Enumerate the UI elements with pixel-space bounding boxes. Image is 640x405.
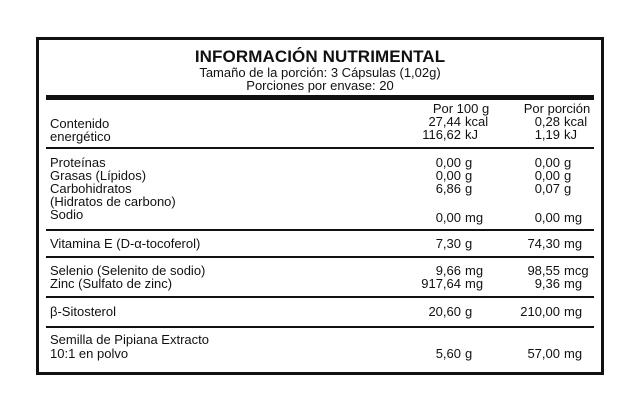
- energy-label-line1: Contenido: [50, 116, 110, 131]
- energy-kj-per-portion: 1,19: [534, 127, 560, 142]
- macro-label-sodium: Sodio: [50, 207, 84, 222]
- fat-per-100g: 0,00: [435, 168, 461, 183]
- selenium-per-portion: 98,55: [527, 263, 560, 278]
- fat-per-portion: 0,00: [534, 168, 560, 183]
- fat-unit-100g: g: [465, 168, 473, 183]
- macro-label-fat: Grasas (Lípidos): [50, 168, 147, 183]
- selenium-label: Selenio (Selenito de sodio): [50, 263, 206, 278]
- pipiana-label-line2: 10:1 en polvo: [50, 346, 129, 361]
- zinc-unit-portion: mg: [564, 276, 583, 291]
- sitosterol-per-100g: 20,60: [428, 304, 461, 319]
- pipiana-per-portion: 57,00: [527, 346, 560, 361]
- energy-label-line2: energético: [50, 129, 111, 144]
- sitosterol-divider: [46, 326, 594, 328]
- sodium-unit-100g: mg: [465, 210, 484, 225]
- serving-size: Tamaño de la porción: 3 Cápsulas (1,02g): [199, 65, 441, 80]
- vitamin-e-unit-portion: mg: [564, 236, 583, 251]
- vitamin-e-label: Vitamina E (D-α-tocoferol): [50, 236, 201, 251]
- sitosterol-label: β-Sitosterol: [50, 304, 116, 319]
- column-header-per-100g: Por 100 g: [432, 101, 490, 116]
- energy-kcal-per-portion: 0,28: [534, 114, 560, 129]
- pipiana-unit-portion: mg: [564, 346, 583, 361]
- macros-divider: [46, 229, 594, 231]
- macro-label-carbs-alt: (Hidratos de carbono): [50, 194, 176, 209]
- sodium-per-100g: 0,00: [435, 210, 461, 225]
- zinc-per-portion: 9,36: [534, 276, 560, 291]
- selenium-unit-100g: mg: [465, 263, 484, 278]
- label-title: INFORMACIÓN NUTRIMENTAL: [194, 47, 446, 66]
- fat-unit-portion: g: [564, 168, 572, 183]
- selenium-unit-portion: mcg: [564, 263, 589, 278]
- vitamin-e-per-portion: 74,30: [527, 236, 560, 251]
- energy-kj-unit-100g: kJ: [465, 127, 478, 142]
- protein-per-100g: 0,00: [435, 155, 461, 170]
- carbs-per-100g: 6,86: [435, 181, 461, 196]
- zinc-unit-100g: mg: [465, 276, 484, 291]
- carbs-per-portion: 0,07: [534, 181, 560, 196]
- energy-kj-per-100g: 116,62: [422, 127, 461, 142]
- energy-kcal-unit-portion: kcal: [564, 114, 588, 129]
- carbs-unit-portion: g: [564, 181, 572, 196]
- sodium-unit-portion: mg: [564, 210, 583, 225]
- minerals-divider: [46, 296, 594, 298]
- sodium-per-portion: 0,00: [534, 210, 560, 225]
- zinc-per-100g: 917,64: [421, 276, 461, 291]
- servings-per-container: Porciones por envase: 20: [246, 78, 394, 93]
- energy-divider: [46, 147, 594, 149]
- pipiana-unit-100g: g: [465, 346, 473, 361]
- label-header: [39, 48, 601, 92]
- protein-per-portion: 0,00: [534, 155, 560, 170]
- energy-kcal-unit-100g: kcal: [465, 114, 489, 129]
- vitamin-e-per-100g: 7,30: [435, 236, 461, 251]
- zinc-label: Zinc (Sulfato de zinc): [50, 276, 173, 291]
- pipiana-per-100g: 5,60: [435, 346, 461, 361]
- column-header-per-portion: Por porción: [523, 101, 591, 116]
- pipiana-label-line1: Semilla de Pipiana Extracto: [50, 332, 209, 347]
- protein-unit-100g: g: [465, 155, 473, 170]
- sitosterol-unit-100g: g: [465, 304, 473, 319]
- macro-label-protein: Proteínas: [50, 155, 106, 170]
- macro-label-carbs: Carbohidratos: [50, 181, 132, 196]
- vitamin-divider: [46, 256, 594, 258]
- sitosterol-per-portion: 210,00: [520, 304, 560, 319]
- energy-kcal-per-100g: 27,44: [428, 114, 461, 129]
- vitamin-e-unit-100g: g: [465, 236, 473, 251]
- protein-unit-portion: g: [564, 155, 572, 170]
- sitosterol-unit-portion: mg: [564, 304, 583, 319]
- energy-kj-unit-portion: kJ: [564, 127, 577, 142]
- nutrition-facts-label: [36, 37, 604, 375]
- header-divider: [46, 95, 594, 100]
- carbs-unit-100g: g: [465, 181, 473, 196]
- selenium-per-100g: 9,66: [435, 263, 461, 278]
